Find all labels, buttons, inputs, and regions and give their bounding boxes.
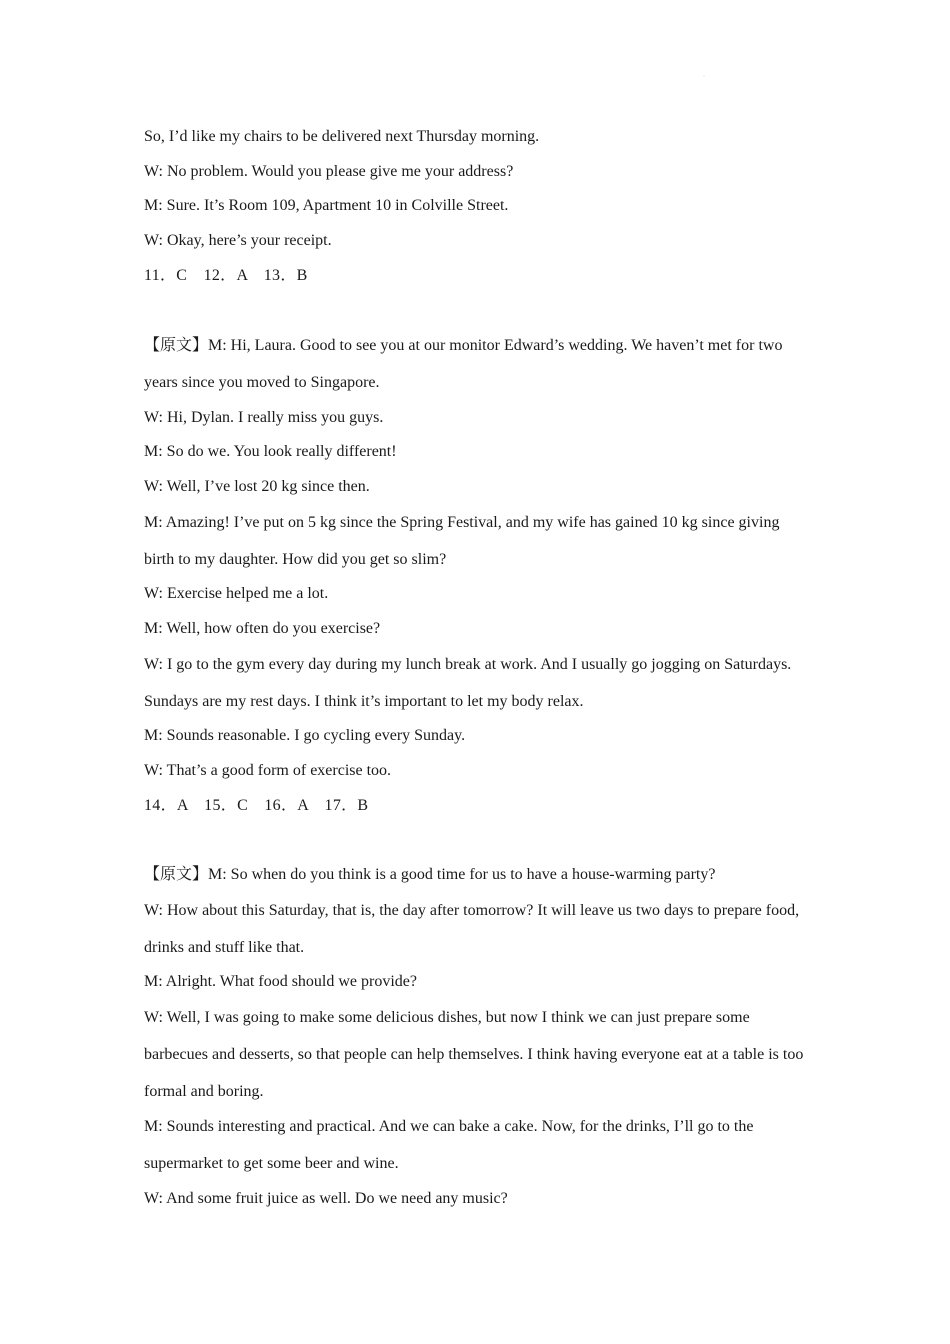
transcript-intro-line: 【原文】M: Hi, Laura. Good to see you at our monitor Edward’s wedding. We haven’t met for two years since you moved to Singapore. [144, 337, 783, 392]
dialogue-line: M: So do we. You look really different! [144, 443, 397, 461]
dialogue-line: W: Okay, here’s your receipt. [144, 232, 332, 250]
dialogue-line: W: No problem. Would you please give me your address? [144, 162, 514, 180]
dialogue-line: W: Exercise helped me a lot. [144, 585, 329, 603]
dialogue-line: W: How about this Saturday, that is, the day after tomorrow? It will leave us two days to prepare food, drinks and stuff like that. [144, 901, 800, 956]
dialogue-line: W: Well, I was going to make some delicious dishes, but now I think we can just prepare some barbecues and desserts, so that people can help themselves. I think having everyone eat at a table is too formal and boring. [144, 1008, 804, 1100]
dialogue-line: W: Well, I’ve lost 20 kg since then. [144, 478, 370, 496]
dialogue-line: M: Sure. It’s Room 109, Apartment 10 in Colville Street. [144, 197, 509, 215]
dialogue-line: W: And some fruit juice as well. Do we need any music? [144, 1189, 508, 1207]
answer-key: 14．A 15．C 16．A 17．B [144, 796, 369, 814]
answer-key: 11．C 12．A 13．B [144, 266, 308, 284]
dialogue-line: M: Alright. What food should we provide? [144, 973, 417, 991]
dialogue-line: W: That’s a good form of exercise too. [144, 761, 392, 779]
dialogue-line: M: Well, how often do you exercise? [144, 620, 381, 637]
transcript-intro-line: 【原文】M: So when do you think is a good time for us to have a house-warming party? [144, 866, 716, 884]
header-mark: · [703, 74, 705, 80]
document-body [144, 126, 804, 1223]
dialogue-line: W: I go to the gym every day during my lunch break at work. And I usually go jogging on Saturdays. Sundays are my rest days. I think it’s important to let my body relax. [144, 655, 792, 710]
dialogue-line: M: Sounds reasonable. I go cycling every Sunday. [144, 727, 466, 745]
dialogue-line: So, I’d like my chairs to be delivered next Thursday morning. [144, 128, 540, 145]
dialogue-line: M: Amazing! I’ve put on 5 kg since the Spring Festival, and my wife has gained 10 kg since giving birth to my daughter. How did you get so slim? [144, 513, 780, 568]
dialogue-line: M: Sounds interesting and practical. And we can bake a cake. Now, for the drinks, I’ll go to the supermarket to get some beer and wine. [144, 1118, 754, 1173]
dialogue-line: W: Hi, Dylan. I really miss you guys. [144, 408, 384, 426]
